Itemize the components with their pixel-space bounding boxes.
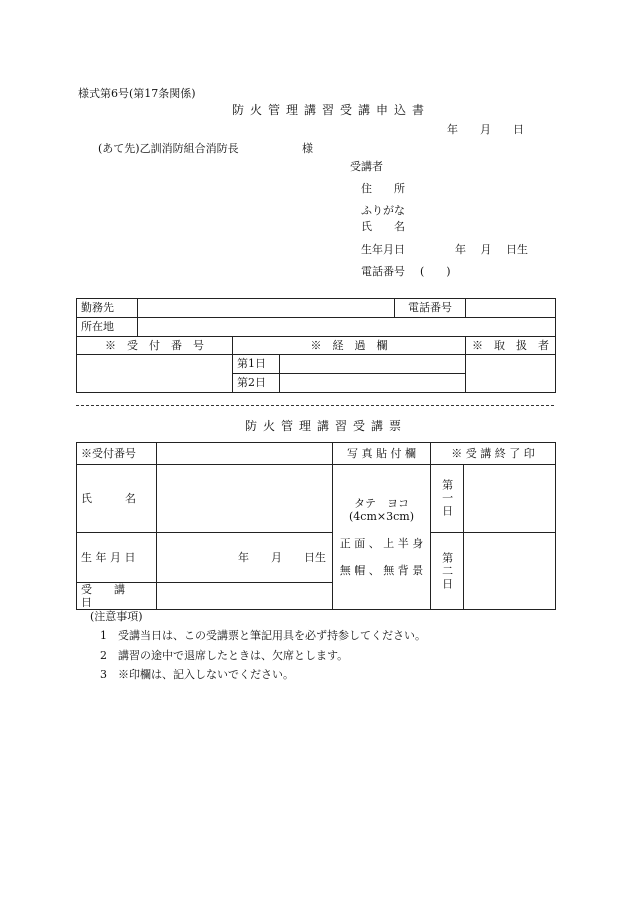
photo-rule-2: 無 帽 、 無 背 景 bbox=[339, 564, 424, 578]
date-line: 年 月 日 bbox=[447, 123, 524, 136]
second-day-label: 第二日 bbox=[431, 533, 464, 610]
birth-value: 年 月 日生 bbox=[455, 243, 528, 256]
phone-paren: ( ) bbox=[420, 265, 451, 278]
furigana-label: ふりがな bbox=[361, 204, 405, 217]
second-day-stamp-field[interactable] bbox=[464, 533, 556, 610]
ticket-receipt-field[interactable] bbox=[157, 443, 333, 465]
workplace-field[interactable] bbox=[138, 299, 395, 318]
ticket-table bbox=[76, 442, 556, 610]
day1-label: 第1日 bbox=[233, 355, 280, 374]
workplace-label: 勤務先 bbox=[77, 299, 138, 318]
ticket-name-field[interactable] bbox=[157, 465, 333, 533]
name-label: 氏 名 bbox=[361, 220, 405, 233]
day1-field[interactable] bbox=[280, 355, 466, 374]
first-day-label: 第一日 bbox=[431, 465, 464, 533]
day2-field[interactable] bbox=[280, 374, 466, 393]
photo-size-dim: (4cm×3cm) bbox=[349, 510, 414, 523]
application-title: 防火管理講習受講申込書 bbox=[232, 103, 431, 117]
first-day-stamp-field[interactable] bbox=[464, 465, 556, 533]
notes-heading: (注意事項) bbox=[90, 610, 143, 623]
note-item: 1 受講当日は、この受講票と筆記用具を必ず持参してください。 bbox=[100, 629, 426, 642]
photo-area[interactable] bbox=[333, 465, 431, 610]
office-table bbox=[76, 298, 556, 393]
note-item: 3 ※印欄は、記入しないでください。 bbox=[100, 668, 294, 681]
ticket-birth-value: 年 月 日生 bbox=[157, 533, 333, 583]
location-label: 所在地 bbox=[77, 318, 138, 337]
photo-rule-1: 正 面 、 上 半 身 bbox=[339, 537, 424, 551]
form-number: 様式第6号(第17条関係) bbox=[78, 87, 196, 100]
ticket-title: 防火管理講習受講票 bbox=[245, 419, 408, 433]
attend-date-label: 受 講 日 bbox=[77, 583, 157, 610]
applicant-heading: 受講者 bbox=[350, 160, 383, 173]
phone-label: 電話番号 bbox=[361, 265, 405, 278]
location-field[interactable] bbox=[138, 318, 556, 337]
receipt-number-field[interactable] bbox=[77, 355, 233, 393]
office-phone-label: 電話番号 bbox=[395, 299, 466, 318]
birth-label: 生年月日 bbox=[361, 243, 405, 256]
handler-header: ※ 取 扱 者 bbox=[466, 337, 556, 355]
ticket-name-label: 氏 名 bbox=[77, 465, 157, 533]
office-phone-field[interactable] bbox=[466, 299, 556, 318]
receipt-number-header: ※ 受 付 番 号 bbox=[77, 337, 233, 355]
attend-date-field[interactable] bbox=[157, 583, 333, 610]
ticket-birth-label: 生 年 月 日 bbox=[77, 533, 157, 583]
handler-field[interactable] bbox=[466, 355, 556, 393]
cut-line bbox=[76, 405, 554, 406]
photo-label: 写 真 貼 付 欄 bbox=[333, 443, 431, 465]
note-item: 2 講習の途中で退席したときは、欠席とします。 bbox=[100, 649, 349, 662]
progress-header: ※ 経 過 欄 bbox=[233, 337, 466, 355]
address-label: 住 所 bbox=[361, 182, 405, 195]
addressee: (あて先)乙訓消防組合消防長 bbox=[98, 142, 239, 155]
photo-size-text: タテ ヨコ bbox=[354, 496, 409, 510]
completion-label: ※ 受 講 終 了 印 bbox=[431, 443, 556, 465]
honorific: 様 bbox=[302, 142, 313, 155]
ticket-receipt-label: ※受付番号 bbox=[77, 443, 157, 465]
day2-label: 第2日 bbox=[233, 374, 280, 393]
